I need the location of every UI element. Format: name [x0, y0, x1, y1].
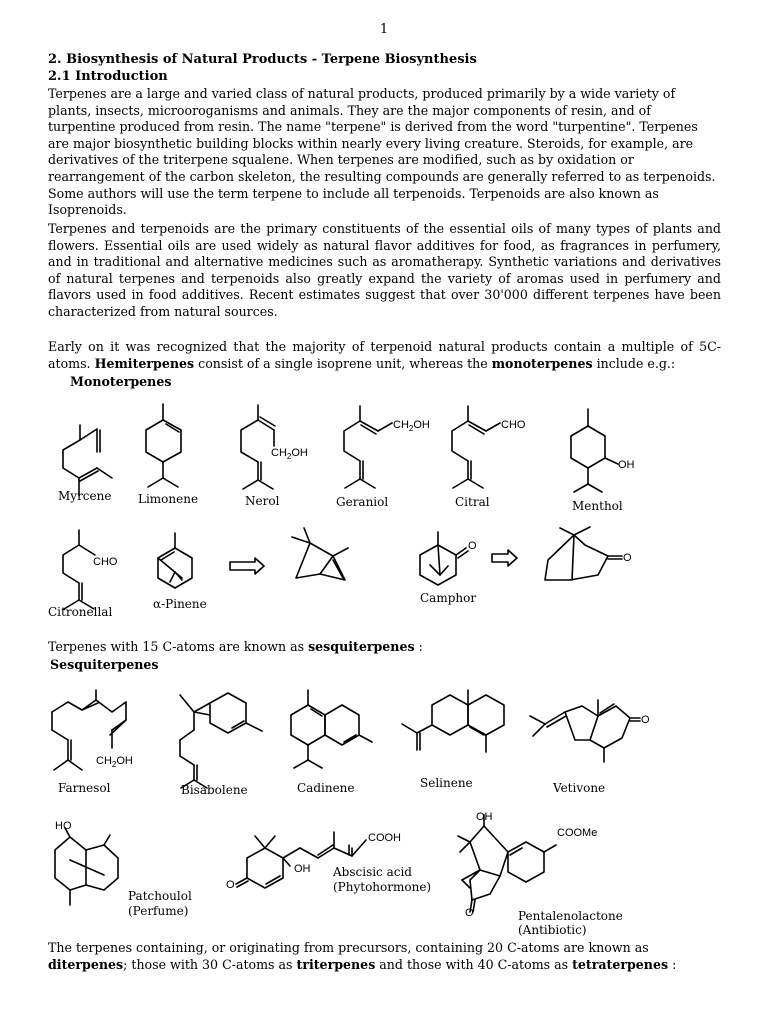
pentalenolactone-label: Pentalenolactone	[518, 909, 623, 923]
classes-text-3: and those with 40 C-atoms as	[375, 956, 573, 972]
classes-text-4: :	[668, 956, 677, 972]
citral-label: Citral	[455, 495, 490, 509]
geraniol-label: Geraniol	[336, 495, 389, 509]
farnesol-label: Farnesol	[58, 781, 111, 795]
bisabolene-structure	[180, 693, 262, 788]
abscisic-oh: OH	[294, 863, 311, 875]
triterpenes-term: triterpenes	[296, 956, 376, 972]
classes-text-2: ; those with 30 C-atoms as	[123, 956, 297, 972]
pentalenolactone-o: O	[465, 907, 474, 919]
citronellal-cho: CHO	[93, 556, 118, 568]
sesquiterpenes-term: sesquiterpenes	[308, 639, 415, 654]
pentalenolactone-coome: COOMe	[557, 827, 598, 839]
camphor-o: O	[468, 540, 477, 552]
diterpenes-term: diterpenes	[48, 956, 124, 972]
bisabolene-label: Bisabolene	[181, 783, 248, 797]
isoprene-text-2: consist of a single isoprene unit, whereas the	[194, 355, 492, 371]
selinene-label: Selinene	[420, 776, 473, 790]
pentalenolactone-structure	[458, 815, 556, 912]
tetraterpenes-term: tetraterpenes	[572, 956, 669, 972]
abscisic-label: Abscisic acid	[333, 865, 412, 879]
menthol-label: Menthol	[572, 499, 623, 513]
camphor-bicyclic-o: O	[623, 552, 632, 564]
selinene-structure	[402, 690, 504, 752]
farnesol-structure	[52, 690, 126, 770]
camphor-label: Camphor	[420, 591, 477, 605]
classes-text-1: The terpenes containing, or originating from precursors, containing 20 C-atoms are known as	[48, 940, 649, 955]
cadinene-label: Cadinene	[297, 781, 355, 795]
nerol-ch2oh: $CH_2OH$	[271, 447, 308, 461]
page-number: 1	[379, 22, 389, 37]
isoprene-text-3: include e.g.:	[592, 355, 676, 371]
isoprene-text-1: Early on it was recognized that the majority of terpenoid natural products contain a multiple of 5C-atoms.	[48, 339, 721, 371]
myrcene-label: Myrcene	[58, 489, 112, 503]
menthol-oh: OH	[618, 459, 635, 471]
vetivone-o: O	[641, 714, 650, 726]
patchoulol-ho: HO	[55, 820, 72, 832]
abscisic-o: O	[226, 879, 235, 891]
sesquiterpenes-heading: Sesquiterpenes	[50, 657, 159, 672]
subsection-title: 2.1 Introduction	[48, 69, 168, 84]
pentalenolactone-note: (Antibiotic)	[518, 923, 587, 937]
intro-paragraph: Terpenes are a large and varied class of natural products, produced primarily by a wide variety of plants, insects, microoroganisms and animals. They are the major components of resin, and of turpentine produced from resin. The name "terpene" is derived from the word "turpentine". Terpenes are major biosynthetic building blocks within nearly every living creature. Steroids, for example, are derivatives of the triterpene squalene. When terpenes are modified, such as by oxidation or rearrangement of the carbon skeleton, the resulting compounds are generally referred to as terpenoids. Some authors will use the term terpene to include all terpenoids. Terpenoids are also known as Isoprenoids.	[48, 86, 716, 218]
patchoulol-structure	[55, 828, 118, 905]
monoterpenes-term: monoterpenes	[491, 355, 593, 371]
essential-oils-paragraph: Terpenes and terpenoids are the primary constituents of the essential oils of many types of plants and flowers. Essential oils are used widely as natural flavor additives for food, as fragrances in perfumery, and in traditional and alternative medicines such as aromatherapy. Synthetic variations and derivatives of natural terpenes and terpenoids also greatly expand the variety of aromas used in perfumery and flavors used in food additives. Recent estimates suggest that over 30'000 different terpenes have been characterized from natural sources.	[48, 221, 721, 319]
patchoulol-note: (Perfume)	[128, 904, 189, 918]
geraniol-ch2oh: $CH_2OH$	[393, 419, 430, 433]
farnesol-ch2oh: $CH_2OH$	[96, 755, 133, 769]
abscisic-note: (Phytohormone)	[333, 880, 432, 894]
monoterpenes-heading: Monoterpenes	[70, 374, 172, 389]
terpene-classes-paragraph	[48, 940, 721, 973]
cadinene-structure	[291, 690, 372, 768]
citronellal-label: Citronellal	[48, 605, 113, 619]
abscisic-cooh: COOH	[368, 832, 401, 844]
sesqui-text-2: :	[414, 639, 423, 654]
vetivone-structure	[530, 700, 640, 762]
hemiterpenes-term: Hemiterpenes	[94, 355, 195, 371]
vetivone-label: Vetivone	[553, 781, 606, 795]
pentalenolactone-oh: OH	[476, 811, 493, 823]
nerol-label: Nerol	[245, 494, 280, 508]
patchoulol-label: Patchoulol	[128, 889, 192, 903]
sesqui-text-1: Terpenes with 15 C-atoms are known as	[48, 639, 309, 654]
pinene-label: α-Pinene	[153, 597, 207, 611]
section-title: 2. Biosynthesis of Natural Products - Terpene Biosynthesis	[48, 52, 477, 67]
citral-cho: CHO	[501, 419, 526, 431]
limonene-label: Limonene	[138, 492, 199, 506]
